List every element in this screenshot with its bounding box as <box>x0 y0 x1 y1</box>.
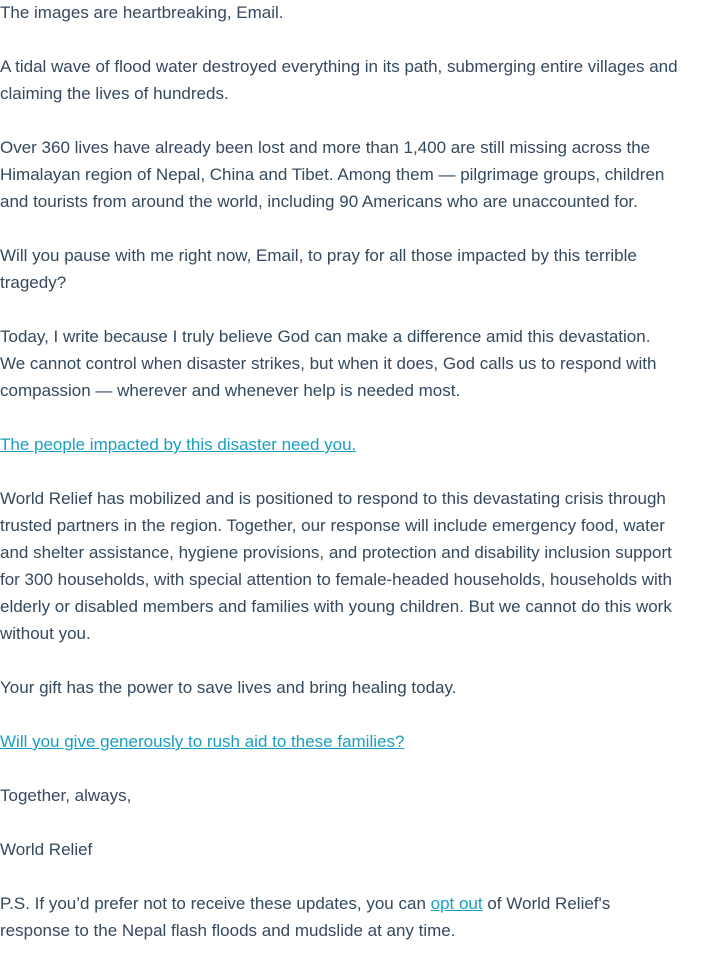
ps-line <box>0 890 720 917</box>
text-line: World Relief has mobilized and is positioned to respond to this devastating crisis through <box>0 489 666 508</box>
greeting-text: The images are heartbreaking, Email. <box>0 3 284 22</box>
text-line: A tidal wave of flood water destroyed everything in its path, submerging entire villages and <box>0 57 678 76</box>
casualties-paragraph <box>0 134 720 215</box>
gift-text: Your gift has the power to save lives and bring healing today. <box>0 678 457 697</box>
text-line: and shelter assistance, hygiene provisions, and protection and disability inclusion support <box>0 543 672 562</box>
ps-text-before: P.S. If you’d prefer not to receive these updates, you can <box>0 894 431 913</box>
text-line: claiming the lives of hundreds. <box>0 84 229 103</box>
text-line: Over 360 lives have already been lost and more than 1,400 are still missing across the <box>0 138 651 157</box>
text-line: We cannot control when disaster strikes, but when it does, God calls us to respond with <box>0 354 657 373</box>
signature-paragraph <box>0 836 720 863</box>
text-line: trusted partners in the region. Together, our response will include emergency food, water <box>0 516 665 535</box>
need-you-link[interactable]: The people impacted by this disaster need you. <box>0 435 357 454</box>
gift-paragraph <box>0 674 720 701</box>
text-line: tragedy? <box>0 273 67 292</box>
text-line: without you. <box>0 624 91 643</box>
text-line: response to the Nepal flash floods and mudslide at any time. <box>0 921 456 940</box>
closing-text: Together, always, <box>0 786 132 805</box>
text-line: Himalayan region of Nepal, China and Tibet. Among them — pilgrimage groups, children <box>0 165 665 184</box>
text-line: Will you pause with me right now, Email, to pray for all those impacted by this terrible <box>0 246 637 265</box>
greeting-paragraph <box>0 0 720 26</box>
text-line: elderly or disabled members and families with young children. But we cannot do this work <box>0 597 672 616</box>
give-generously-link[interactable]: Will you give generously to rush aid to these families? <box>0 732 405 751</box>
give-paragraph <box>0 728 720 755</box>
text-line: compassion — wherever and whenever help is needed most. <box>0 381 461 400</box>
opt-out-link[interactable]: opt out <box>430 894 483 913</box>
ps-text-after: of World Relief's <box>482 894 611 913</box>
ps-paragraph <box>0 890 720 944</box>
belief-paragraph <box>0 323 720 404</box>
signature-text: World Relief <box>0 840 93 859</box>
response-paragraph <box>0 485 720 647</box>
closing-paragraph <box>0 782 720 809</box>
text-line: and tourists from around the world, including 90 Americans who are unaccounted for. <box>0 192 638 211</box>
text-line: for 300 households, with special attention to female-headed households, households with <box>0 570 672 589</box>
flood-paragraph <box>0 53 720 107</box>
text-line: Today, I write because I truly believe God can make a difference amid this devastation. <box>0 327 651 346</box>
prayer-paragraph <box>0 242 720 296</box>
need-you-paragraph <box>0 431 720 458</box>
